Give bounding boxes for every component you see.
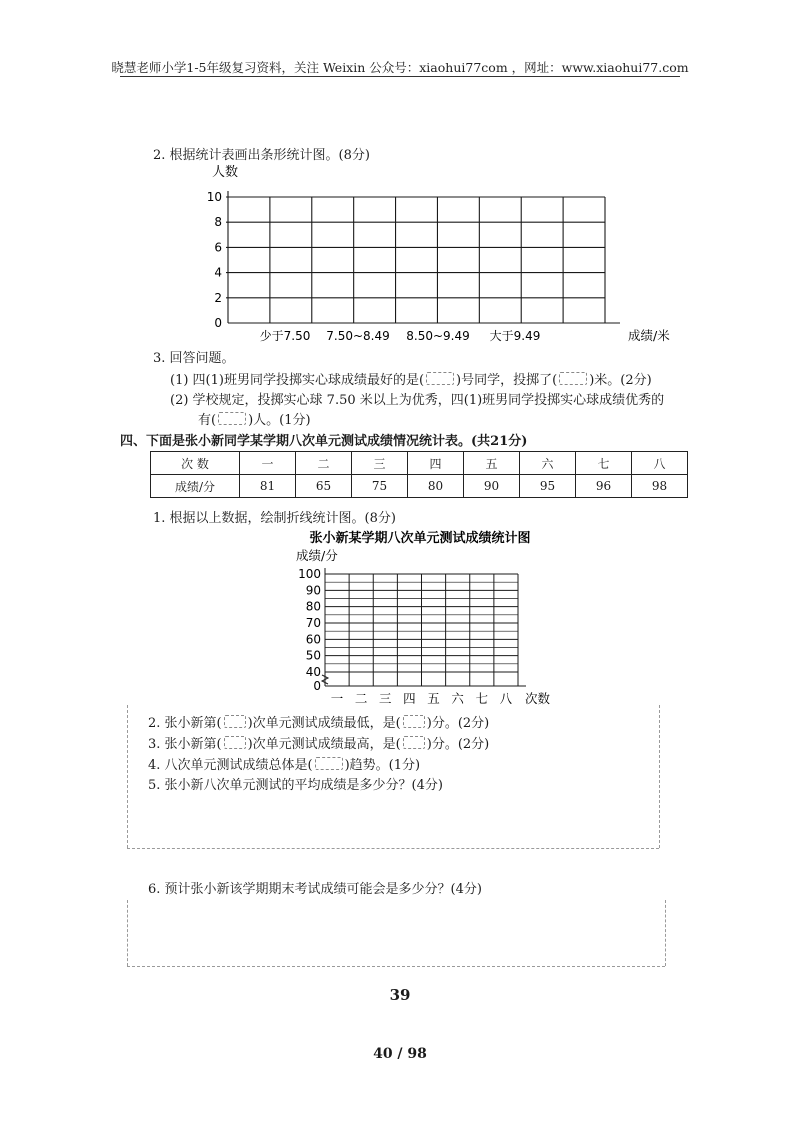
q3-p1-text-a: (1) 四(1)班男同学投掷实心球成绩最好的是( [170, 373, 425, 388]
bar-chart-ylabel: 人数 [212, 165, 239, 180]
y-tick-label: 100 [298, 567, 321, 581]
table-cell: 75 [352, 475, 408, 498]
q4-4-text-a: 4. 八次单元测试成绩总体是( [148, 758, 313, 773]
y-tick-label: 2 [214, 290, 222, 305]
q4-3-text-a: 3. 张小新第( [148, 737, 222, 752]
table-cell: 81 [240, 475, 296, 498]
x-category-label: 少于7.50 [259, 329, 311, 343]
y-tick-label: 10 [206, 190, 222, 204]
q4-2-text-c: )分。(2分) [426, 716, 490, 731]
table-header-cell: 次 数 [151, 452, 240, 475]
q4-5: 5. 张小新八次单元测试的平均成绩是多少分？(4分) [148, 778, 443, 793]
q4-3-text-c: )分。(2分) [426, 737, 490, 752]
table-cell: 65 [296, 475, 352, 498]
page-header: 晓慧老师小学1-5年级复习资料，关注 Weixin 公众号：xiaohui77com ，网址：www.xiaohui77.com [111, 60, 689, 75]
q3-p1-text-c: )米。(2分) [589, 373, 652, 388]
y-tick-label: 6 [214, 240, 222, 255]
table-cell: 三 [352, 452, 408, 475]
line-chart-grid [280, 526, 560, 706]
q4-1-title: 1. 根据以上数据，绘制折线统计图。(8分) [153, 511, 396, 526]
score-table [150, 451, 688, 498]
table-cell: 80 [408, 475, 464, 498]
table-cell: 90 [464, 475, 520, 498]
q4-2 [148, 712, 489, 731]
header-divider [120, 76, 680, 77]
table-cell: 六 [520, 452, 576, 475]
q4-4-text-b: )趋势。(1分) [344, 758, 421, 773]
answer-blank[interactable] [315, 757, 343, 770]
y-tick-label: 0 [214, 316, 222, 330]
table-row [151, 452, 688, 475]
answer-area-border [127, 900, 128, 966]
x-category-label: 8.50~9.49 [406, 329, 470, 343]
answer-area-border [659, 705, 660, 848]
axis-break-mark [322, 675, 328, 684]
q3-p2-text-b: 有( [198, 413, 217, 428]
q4-3 [148, 733, 489, 752]
answer-blank[interactable] [403, 736, 425, 749]
x-category-label: 三 [379, 691, 392, 706]
table-cell: 一 [240, 452, 296, 475]
q3-part1 [170, 369, 652, 388]
x-category-label: 六 [451, 691, 464, 706]
table-cell: 95 [520, 475, 576, 498]
answer-blank[interactable] [224, 736, 246, 749]
table-cell: 98 [632, 475, 688, 498]
q4-2-text-a: 2. 张小新第( [148, 716, 222, 731]
table-cell: 八 [632, 452, 688, 475]
y-tick-label: 90 [305, 583, 321, 598]
section4-title: 四、下面是张小新同学某学期八次单元测试成绩情况统计表。(共21分) [120, 434, 528, 449]
line-chart-title: 张小新某学期八次单元测试成绩统计图 [309, 531, 531, 546]
bar-chart-grid [190, 160, 680, 350]
page-counter: 40 / 98 [373, 1046, 427, 1062]
y-tick-label: 60 [305, 632, 321, 647]
answer-blank[interactable] [218, 412, 246, 425]
answer-area-border [127, 848, 659, 849]
q4-2-text-b: )次单元测试成绩最低，是( [247, 716, 401, 731]
table-row [151, 475, 688, 498]
x-category-label: 二 [354, 691, 368, 706]
table-header-cell: 成绩/分 [151, 475, 240, 498]
y-tick-label: 80 [305, 599, 321, 614]
y-tick-label: 70 [305, 616, 321, 630]
table-cell: 四 [408, 452, 464, 475]
y-tick-label: 40 [305, 665, 321, 679]
y-tick-label: 4 [214, 265, 222, 280]
answer-blank[interactable] [224, 715, 246, 728]
x-category-label: 五 [427, 691, 440, 706]
bar-chart-xlabel: 成绩/米 [628, 328, 670, 343]
answer-blank[interactable] [403, 715, 425, 728]
table-cell: 96 [576, 475, 632, 498]
page-number: 39 [389, 986, 411, 1004]
x-category-label: 七 [475, 691, 489, 706]
answer-area-border [665, 900, 666, 966]
x-category-label: 四 [403, 691, 416, 706]
answer-blank[interactable] [559, 372, 587, 385]
q3-p2-text-c: )人。(1分) [248, 413, 311, 428]
answer-area-border [127, 705, 128, 848]
q4-6: 6. 预计张小新该学期期末考试成绩可能会是多少分？(4分) [148, 882, 482, 897]
q4-4 [148, 754, 420, 773]
q3-part2-line1: (2) 学校规定，投掷实心球 7.50 米以上为优秀，四(1)班男同学投掷实心球成绩优秀的 [170, 393, 665, 408]
line-chart-xlabel: 次数 [525, 691, 551, 706]
q3-part2-line2 [198, 409, 311, 428]
table-cell: 五 [464, 452, 520, 475]
y-tick-label: 8 [214, 215, 222, 230]
answer-blank[interactable] [426, 372, 454, 385]
y-tick-label: 0 [313, 679, 321, 693]
x-category-label: 大于9.49 [489, 329, 541, 343]
q3-p1-text-b: )号同学，投掷了( [456, 373, 558, 388]
y-tick-label: 50 [305, 648, 321, 663]
q3-title: 3. 回答问题。 [153, 351, 235, 366]
line-chart-ylabel: 成绩/分 [296, 548, 338, 563]
table-cell: 七 [576, 452, 632, 475]
q2-title: 2. 根据统计表画出条形统计图。(8分) [153, 148, 370, 163]
q4-3-text-b: )次单元测试成绩最高，是( [247, 737, 401, 752]
x-category-label: 7.50~8.49 [326, 329, 390, 343]
x-category-label: 一 [330, 691, 344, 706]
table-cell: 二 [296, 452, 352, 475]
x-category-label: 八 [499, 691, 513, 706]
answer-area-border [127, 966, 665, 967]
